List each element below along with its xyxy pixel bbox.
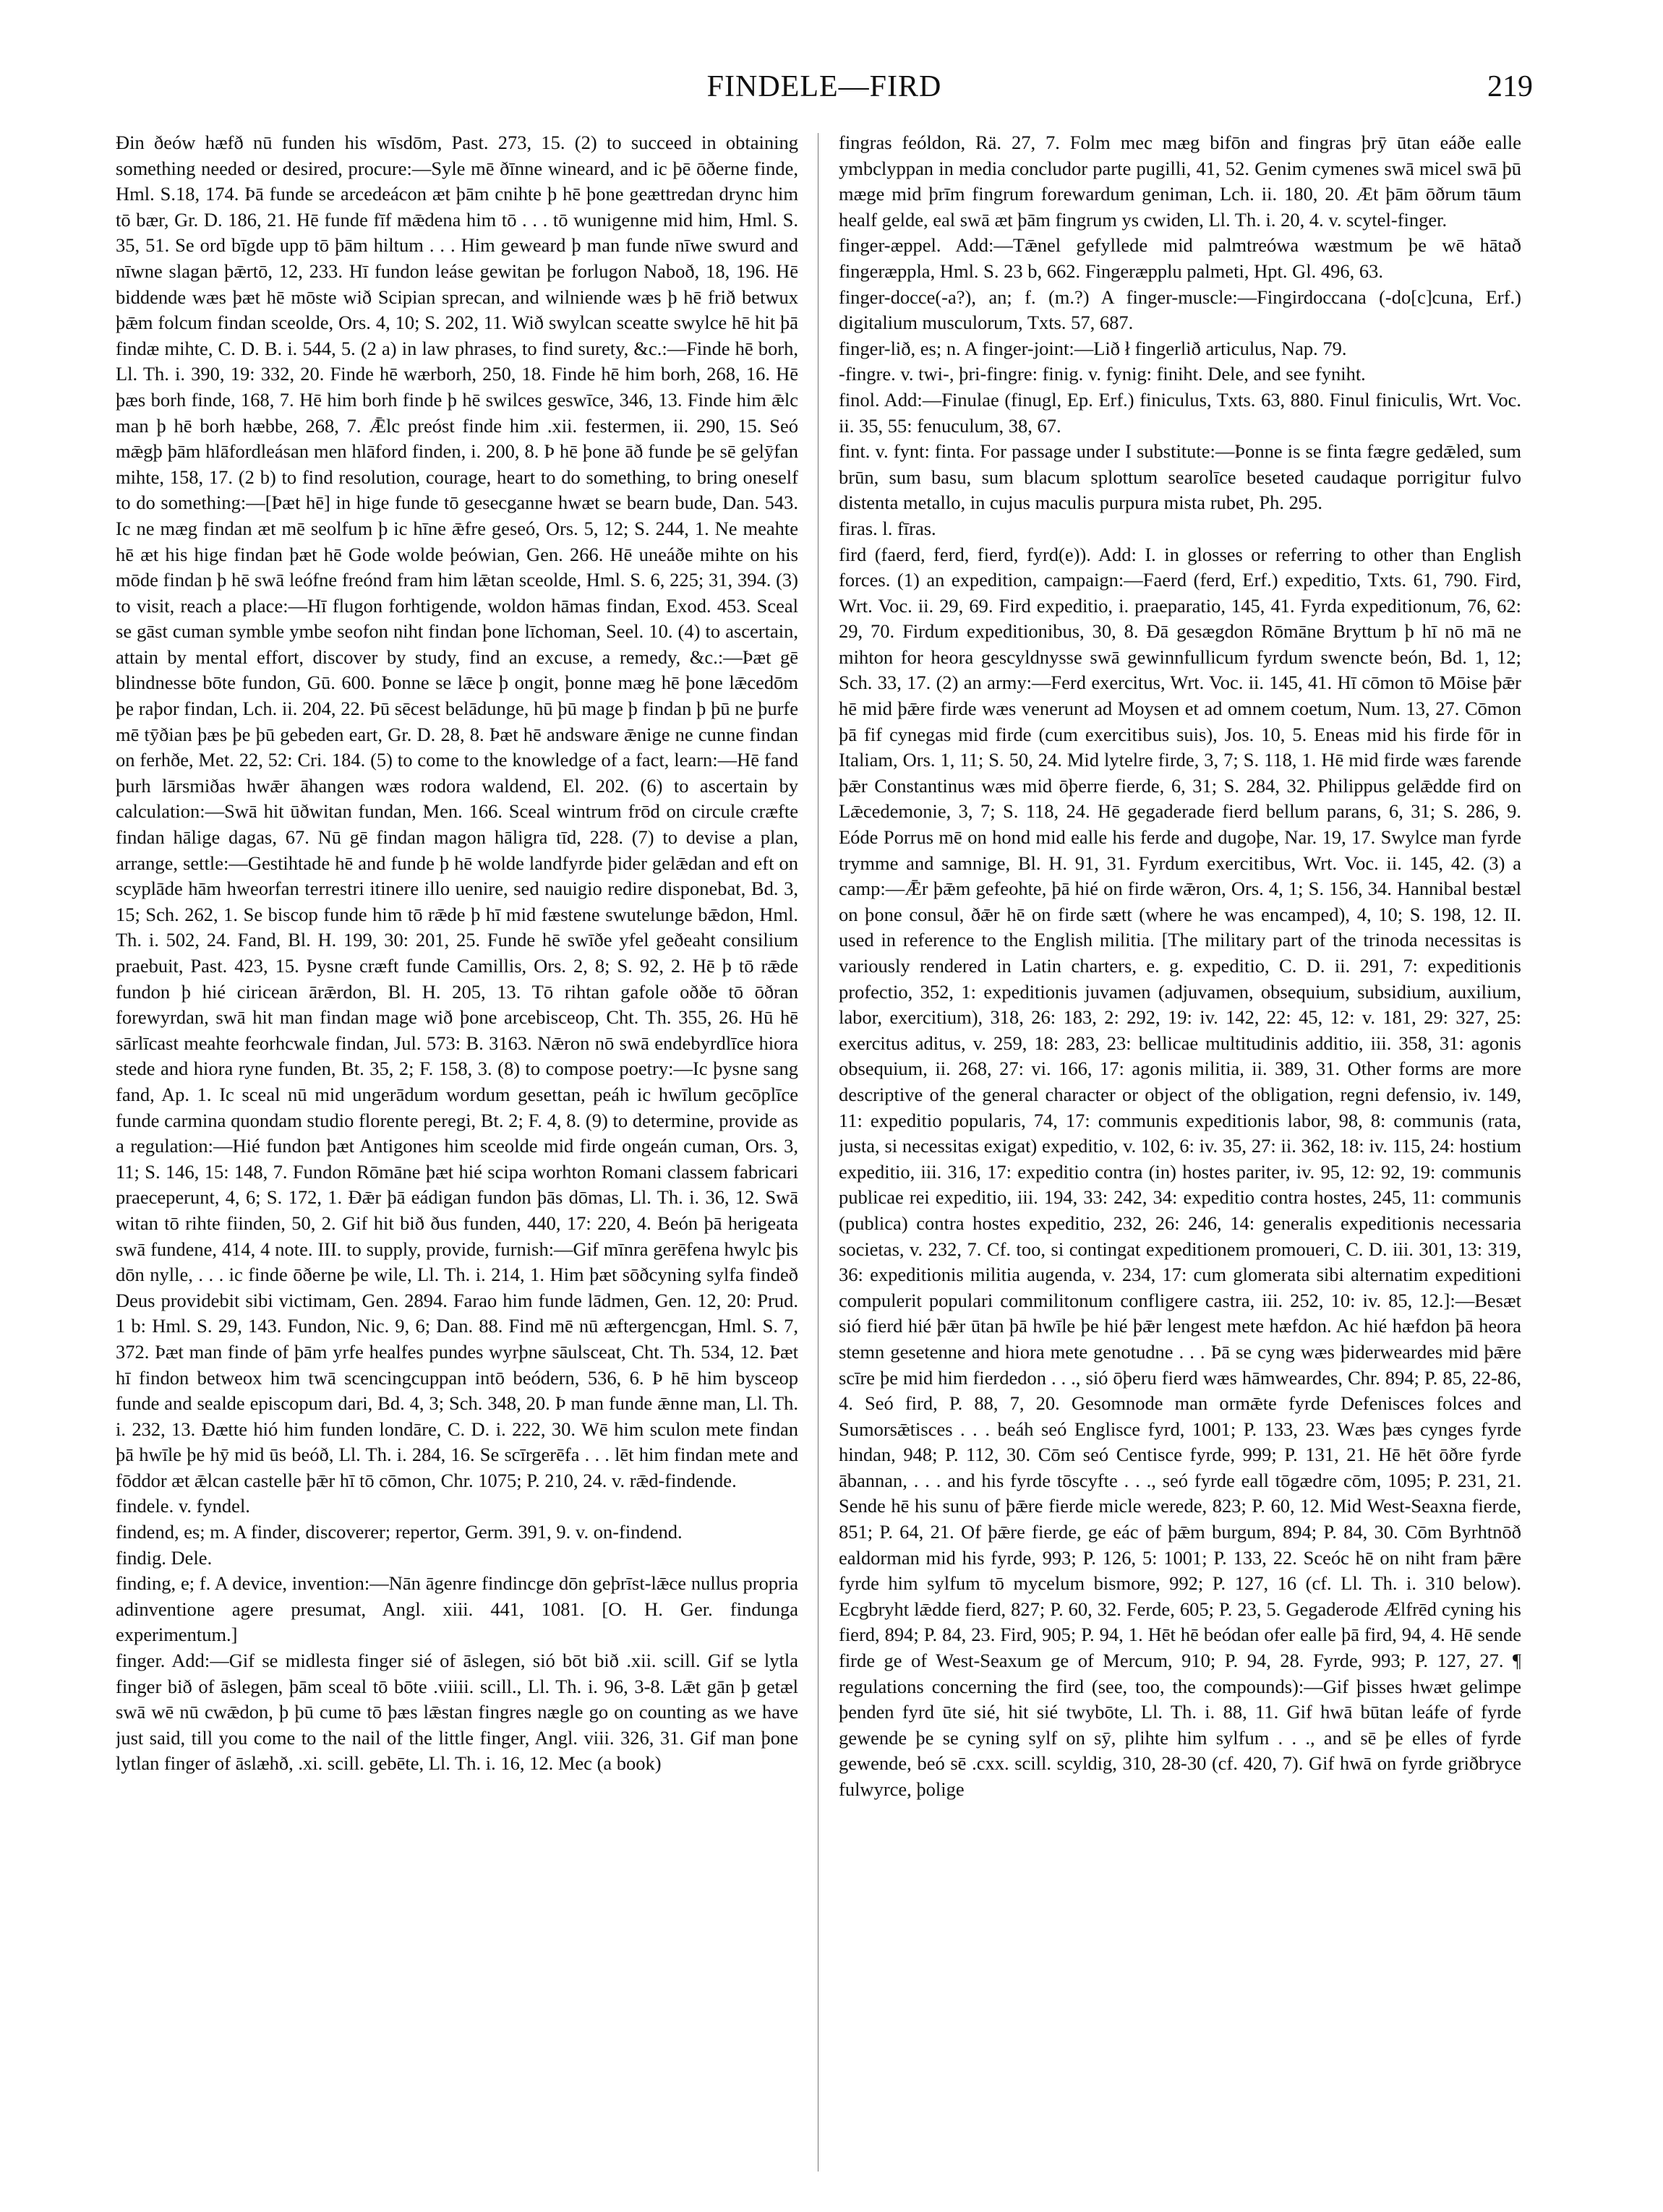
entry-findig: findig. Dele. xyxy=(116,1546,213,1569)
entry-fint: fint. v. fynt: finta. For passage under I substitute:—Þonne is se finta fægre gedǣled, sum brūn, sum basu, sum blacum splottum searolīce beseted caudaque porrigitur fulvo distenta metallo, in cujus maculis purpura mista rubet, Ph. 295. xyxy=(839,440,1521,514)
entry-fird: fird (faerd, ferd, fierd, fyrd(e)). Add: I. in glosses or referring to other than English forces. (1) an expedition, campaign:—Faerd (ferd, Erf.) expeditio, Txts. 61, 790. Fird, Wrt. Voc. ii. 29, 69. Fird expeditio, i. praeparatio, 145, 41. Fyrda expeditionum, 76, 62: 29, 70. Firdum expeditionibus, 30, 8. Ðā gesægdon Rōmāne Bryttum þ hī nō mā ne mihton for heora gescyldnysse swā gewinnfullicum fyrdum swencte beón, Bd. 1, 12; Sch. 33, 17. (2) an army:—Ferd exercitus, Wrt. Voc. ii. 145, 41. Hī cōmon tō Mōise þǣr hē mid þǣre firde wæs venerunt ad Moysen et ad omnem coetum, Num. 13, 27. Cōmon þā fif cynegas mid firde (cum exercitibus suis), Jos. 10, 5. Eneas mid his firde fōr in Italiam, Ors. 1, 11; S. 50, 24. Mid lytelre firde, 3, 7; S. 118, 1. Hē mid firde wæs farende þǣr Constantinus wæs mid ōþerre fierde, 6, 31; S. 284, 32. Philippus gelǣdde fird on Lǣcedemonie, 3, 7; S. 118, 24. Hē gegaderade fierd bellum parans, 6, 31; S. 286, 9. Eóde Porrus mē on hond mid ealle his ferde and dugoþe, Nar. 19, 17. Swylce man fyrde trymme and samnige, Bl. H. 91, 31. Fyrdum exercitibus, Wrt. Voc. ii. 145, 42. (3) a camp:—Ǣr þǣm gefeohte, þā hié on firde wǣron, Ors. 4, 1; S. 156, 34. Hannibal bestæl on þone consul, ðǣr hē on firde sætt (where he was encamped), 4, 10; S. 198, 12. II. used in reference to the English militia. [The military part of the trinoda necessitas is variously rendered in Latin charters, e. g. expeditio, C. D. ii. 291, 7: expeditionis profectio, 352, 1: expeditionis juvamen (adjuvamen, obsequium, subsidium, auxilium, labor, exercitium), 318, 26: 183, 2: 292, 19: iv. 142, 22: 45, 12: v. 181, 29: 327, 25: exercitus aditus, v. 259, 18: 283, 23: bellicae multitudinis additio, iii. 358, 31: agonis obsequium, ii. 268, 27: vi. 166, 17: agonis militia, ii. 389, 31. Other forms are more descriptive of the general character or object of the obligation, regni defensio, iv. 149, 11: expeditio popularis, 74, 17: communis expeditionis labor, 98, 8: communis (rata, justa, si necessitas exigat) expeditio, v. 102, 6: iv. 35, 27: ii. 362, 18: iv. 115, 24: hostium expeditio, iii. 316, 17: expeditio contra (in) hostes pariter, iv. 95, 12: 92, 19: communis publicae rei expeditio, iii. 194, 33: 242, 34: expeditio contra hostes, 245, 11: communis (publica) contra hostes expeditio, 232, 26: 246, 14: generalis expeditionis necessaria societas, v. 232, 7. Cf. too, si contingat expeditionem promoueri, C. D. iii. 301, 13: 319, 36: expeditionis militia augenda, v. 234, 17: cum glomerata sibi alternatim expeditioni compulerit populari commilitonum confligere castra, iii. 252, 10: iv. 85, 12.]:—Besæt sió fierd hié þǣr ūtan þā hwīle þe hié þǣr lengest mete hæfdon. Ac hié hæfdon þā heora stemn gesetenne and hiora mete genotudne . . . Þā se cyng wæs þiderweardes mid þǣre scīre þe mid him fierdedon . . ., sió ōþeru fierd wæs hāmweardes, Chr. 894; P. 85, 22-86, 4. Seó fird, P. 88, 7, 20. Gesomnode man ormǣte fyrde Defenisces folces and Sumorsǣtisces . . . beáh seó Englisce fyrd, 1001; P. 133, 23. Wæs þæs cynges fyrde hindan, 948; P. 112, 30. Cōm seó Centisce fyrde, 999; P. 131, 21. Hē hēt ōðre fyrde ābannan, . . . and his fyrde tōscyfte . . ., seó fyrde eall tōgædre cōm, 1095; P. 231, 21. Sende hē his sunu of þǣre fierde micle werede, 823; P. 60, 12. Mid West-Seaxna fierde, 851; P. 64, 21. Of þǣre fierde, ge eác of þǣm burgum, 894; P. 84, 30. Cōm Byrhtnōð ealdorman mid his fyrde, 993; P. 126, 5: 1001; P. 133, 22. Sceóc hē on niht fram þǣre fyrde him sylfum tō mycelum bismore, 992; P. 127, 16 (cf. Ll. Th. i. 310 below). Ecgbryht lǣdde fierd, 827; P. 60, 32. Ferde, 605; P. 23, 5. Gegaderode Ælfrēd cyning his fierd, 894; P. 84, 23. Fird, 905; P. 94, 1. Hēt hē beódan ofer ealle þā fird, 94, 4. Hē sende firde ge of West-Seaxum ge of Mercum, 910; P. 94, 28. Fyrde, 993; P. 127, 27. ¶ regulations concerning the fird (see, too, the compounds):—Gif þisses hwæt gelimpe þenden fyrd ūte sié, hit sié twybōte, Ll. Th. i. 88, 11. Gif hwā būtan leáfe of fyrde gewende þe se cyning sylf on sȳ, plihte him sylfum . . ., and sē þe elles of fyrde gewende, beó sē .cxx. scill. scyldig, 310, 28-30 (cf. 420, 7). Gif hwā on fyrde griðbryce fulwyrce, þolige xyxy=(839,543,1521,1800)
running-head xyxy=(116,69,1533,113)
entry-finol: finol. Add:—Finulae (finugl, Ep. Erf.) finiculus, Txts. 63, 880. Finul finiculis, Wrt. Voc. ii. 35, 55: fenuculum, 38, 67. xyxy=(839,388,1521,437)
entry-finger-aeppel: finger-æppel. Add:—Tǣnel gefyllede mid palmtreówa wæstmum þe wē hātað fingeræppla, Hml. S. 23 b, 662. Fingeræpplu palmeti, Hpt. Gl. 496, 63. xyxy=(839,234,1521,282)
page-number: 219 xyxy=(1487,70,1533,103)
left-column xyxy=(116,130,798,2183)
entry-finding: finding, e; f. A device, invention:—Nān āgenre findincge dōn geþrīst-lǣce nullus propria adinventione agere presumat, Angl. xiii. 441, 1081. [O. H. Ger. findunga experimentum.] xyxy=(116,1572,798,1646)
entry-firas: firas. l. fīras. xyxy=(839,517,936,539)
entry-finger-continued: fingras feóldon, Rä. 27, 7. Folm mec mæg bifōn and fingras þrȳ ūtan eáðe ealle ymbclyppan in media concludor parte pugilli, 41, 52. Genim cymenes swā micel swā þū mæge mid þrīm fingrum forewardum geniman, Lch. ii. 180, 20. Æt þām ōðrum tāum healf gelde, eal swā æt þām fingrum ys cwiden, Ll. Th. i. 20, 4. v. scytel-finger. xyxy=(839,132,1521,231)
entry-findend: findend, es; m. A finder, discoverer; repertor, Germ. 391, 9. v. on-findend. xyxy=(116,1521,683,1543)
entry-finger-lid: finger-lið, es; n. A finger-joint:—Lið ł fingerlið articulus, Nap. 79. xyxy=(839,337,1347,359)
right-column xyxy=(839,130,1521,2183)
entry-finden-continued: Ðin ðeów hæfð nū funden his wīsdōm, Past. 273, 15. (2) to succeed in obtaining something needed or desired, procure:—Syle mē ðīnne wineard, and ic þē ōðerne finde, Hml. S.18, 174. Þā funde se arcedeácon æt þām cnihte þ hē þone geættredan drync him tō bær, Gr. D. 186, 21. Hē funde fīf mǣdena him tō . . . tō wunigenne mid him, Hml. S. 35, 51. Se ord bīgde upp tō þām hiltum . . . Him geweard þ man funde nīwe swurd and nīwne slagan þǣrtō, 12, 233. Hī fundon leáse gewitan þe forlugon Naboð, 18, 196. Hē biddende wæs þæt hē mōste wið Scipian sprecan, and wilniende wæs þ hē frið betwux þǣm folcum findan sceolde, Ors. 4, 10; S. 202, 11. Wið swylcan sceatte swylce hē hit þā findæ mihte, C. D. B. i. 544, 5. (2 a) in law phrases, to find surety, &c.:—Finde hē borh, Ll. Th. i. 390, 19: 332, 20. Finde hē wærborh, 250, 18. Finde hē him borh, 268, 16. Hē þæs borh finde, 168, 7. Hē him borh finde þ hē swilces geswīce, 346, 13. Finde him ǣlc man þ hē borh hæbbe, 268, 7. Ǣlc preóst finde him .xii. festermen, ii. 290, 15. Seó mǣgþ þām hlāfordleásan men hlāford finden, i. 200, 8. Þ hē þone āð funde þe sē gelȳfan mihte, 158, 17. (2 b) to find resolution, courage, heart to do something, to bring oneself to do something:—[Þæt hē] in hige funde tō gesecganne hwæt se bearn bude, Dan. 543. Ic ne mæg findan æt mē seolfum þ ic hīne ǣfre geseó, Ors. 5, 12; S. 244, 1. Ne meahte hē æt his hige findan þæt hē Gode wolde þeówian, Gen. 266. Hē uneáðe mihte on his mōde findan þ hē swā leófne freónd fram him lǣtan sceolde, Hml. S. 6, 225; 31, 394. (3) to visit, reach a place:—Hī flugon forhtigende, woldon hāmas findan, Exod. 453. Sceal se gāst cuman symble ymbe seofon niht findan þone līchoman, Seel. 10. (4) to ascertain, attain by mental effort, discover by study, find an excuse, a remedy, &c.:—Þæt gē blindnesse bōte fundon, Gū. 600. Þonne se lǣce þ ongit, þonne mæg hē þone lǣcedōm þe raþor findan, Lch. ii. 204, 22. Þū sēcest belādunge, hū þū mage þ findan þ þū ne þurfe mē tȳðian þæs þe þū gebeden eart, Gr. D. 28, 8. Þæt hē andsware ǣnige ne cunne findan on ferhðe, Met. 22, 52: Cri. 184. (5) to come to the knowledge of a fact, learn:—Hē fand þurh lārsmiðas hwǣr āhangen wæs rodora waldend, El. 202. (6) to ascertain by calculation:—Swā hit ūðwitan fundan, Men. 166. Sceal wintrum frōd on circule cræfte findan hālige dagas, 67. Nū gē findan magon hāligra tīd, 228. (7) to devise a plan, arrange, settle:—Gestihtade hē and funde þ hē wolde landfyrde þider gelǣdan and eft on scyplāde hām hweorfan terrestri itinere illo uenire, sed nauigio redire disponebat, Bd. 3, 15; Sch. 262, 1. Se biscop funde him tō rǣde þ hī mid fæstene swutelunge bǣdon, Hml. Th. i. 502, 24. Fand, Bl. H. 199, 30: 201, 25. Funde hē swīðe yfel geðeaht consilium praebuit, Past. 423, 15. Þysne cræft funde Camillis, Ors. 2, 8; S. 92, 2. Hē þ tō rǣde fundon þ hié ciricean ārǣrdon, Bl. H. 205, 13. Tō rihtan gafole oððe tō ōðran forewyrdan, swā hit man findan mage wið þone arcebisceop, Cht. Th. 355, 26. Hū hē sārlīcast meahte feorhcwale findan, Jul. 573: B. 3163. Nǣron nō swā endebyrdlīce hiora stede and hiora ryne funden, Bt. 35, 2; F. 158, 3. (8) to compose poetry:—Ic þysne sang fand, Ap. 1. Ic sceal nū mid ungerādum wordum gesettan, peáh ic hwīlum gecōplīce funde carmina quondam studio florente peregi, Bt. 2; F. 4, 8. (9) to determine, provide as a regulation:—Hié fundon þæt Antigones him sceolde mid firde ongeán cuman, Ors. 3, 11; S. 146, 15: 148, 7. Fundon Rōmāne þæt hié scipa worhton Romani classem fabricari praeceperunt, 4, 6; S. 172, 1. Ðǣr þā eádigan fundon þās dōmas, Ll. Th. i. 36, 12. Swā witan tō rihte fiinden, 50, 2. Gif hit bið ðus funden, 440, 17: 220, 4. Beón þā herigeata swā fundene, 414, 4 note. III. to supply, provide, furnish:—Gif mīnra gerēfena hwylc þis dōn nylle, . . . ic finde ōðerne þe wile, Ll. Th. i. 214, 1. Him þæt sōðcyning sylfa findeð Deus providebit sibi victimam, Gen. 2894. Farao him funde lādmen, Gen. 12, 20: Prud. 1 b: Hml. S. 29, 143. Fundon, Nic. 9, 6; Dan. 88. Find mē nū æftergencgan, Hml. S. 7, 372. Þæt man finde of þām yrfe healfes pundes wyrþne sāulsceat, Cht. Th. 534, 12. Þæt hī findon betweox him twā scencingcuppan intō beódern, 536, 6. Þ hē him bysceop funde and sealde episcopum dari, Bd. 4, 3; Sch. 348, 20. Þ man funde ǣnne man, Ll. Th. i. 232, 13. Ðætte hió him funden londāre, C. D. i. 222, 30. Wē him sculon mete findan þā hwīle þe hȳ mid ūs beóð, Ll. Th. i. 284, 16. Se scīrgerēfa . . . lēt him findan mete and fōddor æt ǣlcan castelle þǣr hī tō cōmon, Chr. 1075; P. 210, 24. v. rǣd-findende. xyxy=(116,132,798,1491)
entry-findele: findele. v. fyndel. xyxy=(116,1495,250,1517)
page-title: FINDELE—FIRD xyxy=(706,70,942,103)
entry-finger-docce: finger-docce(-a?), an; f. (m.?) A finger-muscle:—Fingirdoccana (-do[c]cuna, Erf.) digitalium musculorum, Txts. 57, 687. xyxy=(839,286,1521,334)
two-column-body xyxy=(116,130,1533,2183)
entry-finger: finger. Add:—Gif se midlesta finger sié of āslegen, sió bōt bið .xii. scill. Gif se lytla finger bið of āslegen, þām sceal tō bōte .viiii. scill., Ll. Th. i. 96, 3-8. Lǣt gān þ getæl swā wē nū cwǣdon, þ þū cume tō þæs lǣstan fingres nægle go on counting as we have just said, till you come to the nail of the little finger, Angl. viii. 326, 31. Gif man þone lytlan finger of āslæhð, .xi. scill. gebēte, Ll. Th. i. 16, 12. Mec (a book) xyxy=(116,1650,798,1775)
entry-fingre: -fingre. v. twi-, þri-fingre: finig. v. fynig: finiht. Dele, and see fyniht. xyxy=(839,363,1366,385)
